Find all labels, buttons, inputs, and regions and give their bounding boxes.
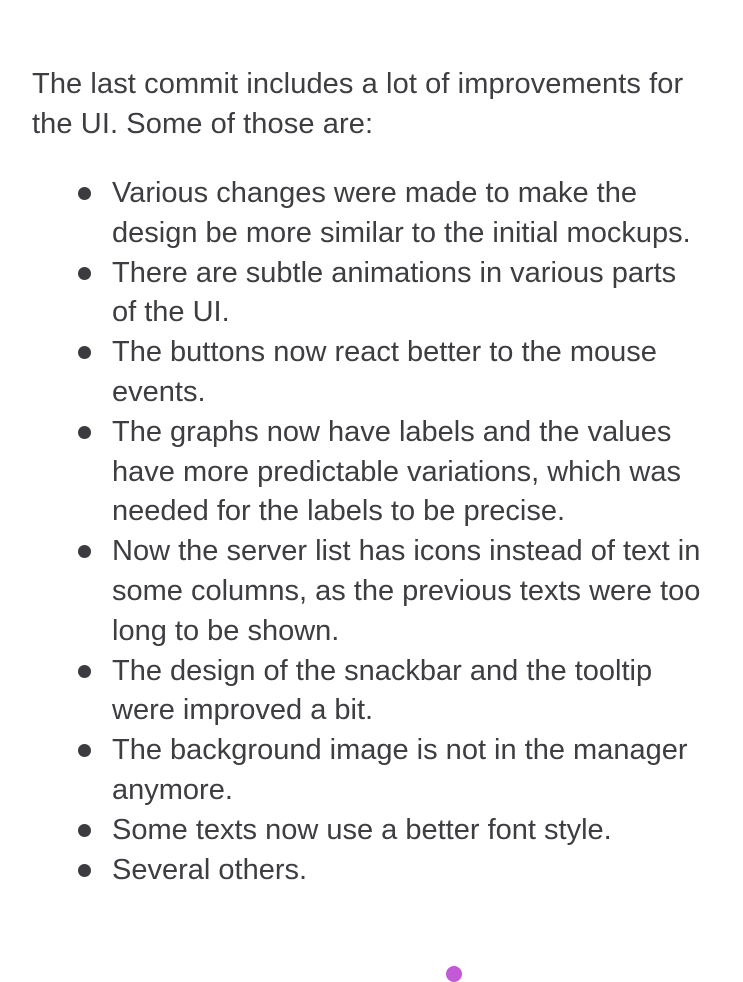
bullet-icon	[78, 665, 91, 678]
list-item-text: Some texts now use a better font style.	[112, 813, 612, 846]
list-item-text: There are subtle animations in various parts of the UI.	[112, 256, 677, 329]
release-notes	[32, 64, 722, 886]
list-item-text: Several others.	[112, 853, 308, 886]
bullet-icon	[78, 824, 91, 837]
bullet-icon	[78, 346, 91, 359]
bullet-icon	[78, 187, 91, 200]
changes-list	[32, 174, 722, 890]
bullet-icon	[78, 864, 91, 877]
bullet-icon	[78, 545, 91, 558]
list-item-text: Now the server list has icons instead of text in some columns, as the previous texts were too long to be shown.	[112, 535, 701, 647]
list-item-text: The buttons now react better to the mouse events.	[112, 336, 657, 408]
intro-paragraph: The last commit includes a lot of improvements for the UI. Some of those are:	[32, 68, 684, 140]
bullet-icon	[78, 267, 91, 280]
list-item-text: The background image is not in the manager anymore.	[112, 734, 688, 806]
list-item	[32, 811, 704, 851]
list-item	[32, 174, 704, 254]
list-item-text: The graphs now have labels and the values have more predictable variations, which was needed for the labels to be precise.	[112, 415, 681, 528]
list-item	[32, 413, 704, 532]
list-item	[32, 254, 704, 334]
list-item-text: The design of the snackbar and the tooltip were improved a bit.	[112, 654, 653, 727]
list-item-text: Various changes were made to make the design be more similar to the initial mockups.	[112, 177, 691, 249]
bullet-icon	[78, 744, 91, 757]
list-item	[32, 851, 704, 891]
bullet-icon	[78, 426, 91, 439]
list-item	[32, 333, 704, 413]
list-item	[32, 532, 704, 651]
list-item	[32, 652, 704, 732]
scroll-marker-icon	[446, 966, 462, 982]
list-item	[32, 731, 704, 811]
